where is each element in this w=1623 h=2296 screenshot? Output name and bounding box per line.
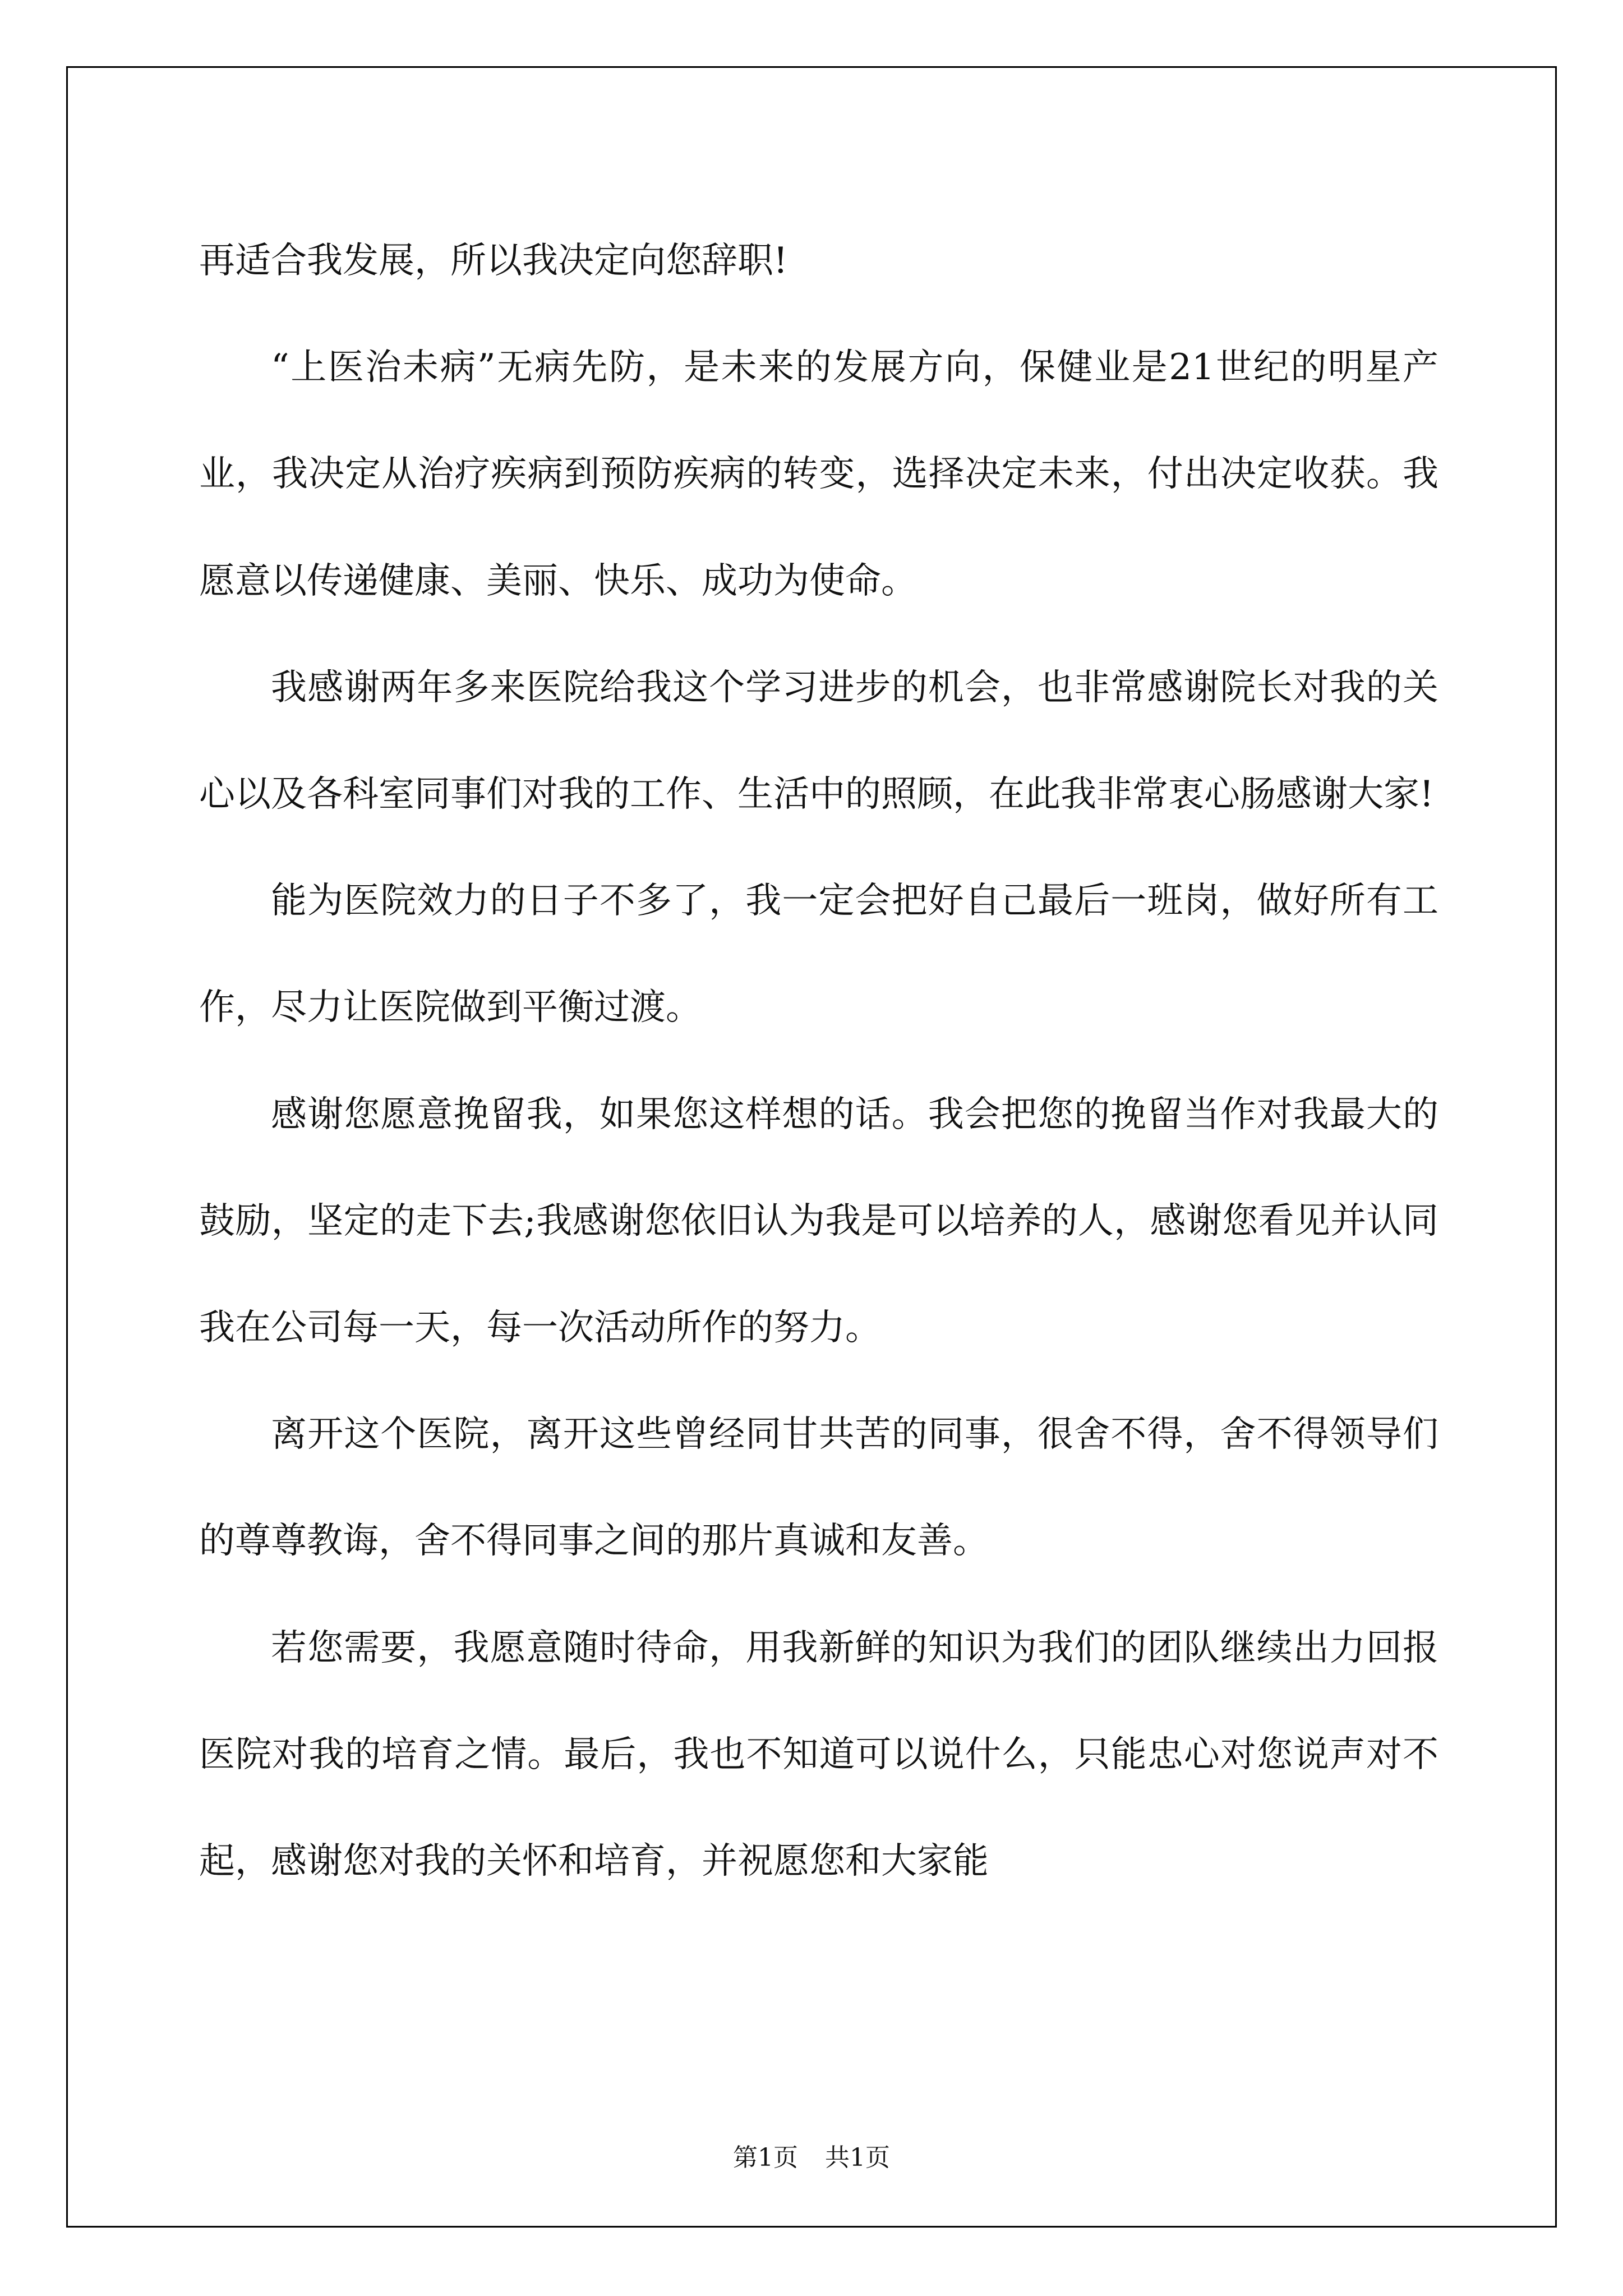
paragraph-continued: 再适合我发展，所以我决定向您辞职! (199, 240, 788, 282)
page-footer (0, 2137, 1623, 2173)
paragraph: 离开这个医院，离开这些曾经同甘共苦的同事，很舍不得，舍不得领导们的尊尊教诲，舍不得同事之间的那片真诚和友善。 (199, 1414, 1438, 1562)
paragraph: 能为医院效力的日子不多了，我一定会把好自己最后一班岗，做好所有工作，尽力让医院做到平衡过渡。 (199, 880, 1438, 1029)
page-number-total: 共1页 (825, 2143, 890, 2172)
document-body (199, 208, 1438, 1915)
paragraph: “上医治未病”无病先防，是未来的发展方向，保健业是21世纪的明星产业，我决定从治疗疾病到预防疾病的转变，选择决定未来，付出决定收获。我愿意以传递健康、美丽、快乐、成功为使命。 (199, 347, 1438, 602)
paragraph: 若您需要，我愿意随时待命，用我新鲜的知识为我们的团队继续出力回报医院对我的培育之情。最后，我也不知道可以说什么，只能忠心对您说声对不起，感谢您对我的关怀和培育，并祝愿您和大家能 (199, 1627, 1438, 1883)
page-number-current: 第1页 (733, 2143, 798, 2172)
paragraph: 我感谢两年多来医院给我这个学习进步的机会，也非常感谢院长对我的关心以及各科室同事们对我的工作、生活中的照顾，在此我非常衷心肠感谢大家! (199, 666, 1438, 816)
paragraph: 感谢您愿意挽留我，如果您这样想的话。我会把您的挽留当作对我最大的鼓励，坚定的走下去;我感谢您依旧认为我是可以培养的人，感谢您看见并认同我在公司每一天，每一次活动所作的努力。 (199, 1093, 1438, 1349)
